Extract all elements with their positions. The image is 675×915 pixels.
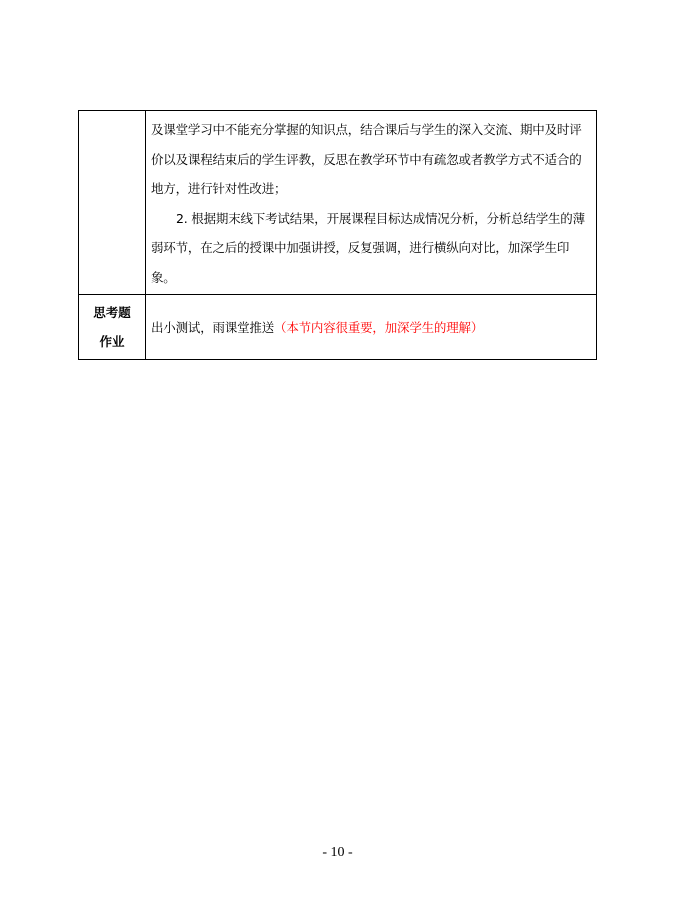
reflection-paragraph: 及课堂学习中不能充分掌握的知识点，结合课后与学生的深入交流、期中及时评价以及课程结束后的学生评教，反思在教学环节中有疏忽或者教学方式不适合的地方，进行针对性改进；	[151, 122, 582, 196]
table-cell-empty-label	[79, 111, 146, 295]
table-row	[79, 111, 597, 295]
reflection-paragraph: 2. 根据期末线下考试结果，开展课程目标达成情况分析，分析总结学生的薄弱环节，在之后的授课中加强讲授，反复强调，进行横纵向对比，加深学生印象。	[151, 210, 585, 285]
reflection-content-cell	[146, 111, 597, 295]
table-row	[79, 295, 597, 360]
lesson-plan-table	[78, 110, 597, 360]
homework-note: （本节内容很重要，加深学生的理解）	[274, 320, 484, 335]
page-number: - 10 -	[322, 845, 353, 860]
homework-label-line: 思考题	[93, 305, 131, 320]
homework-label-line: 作业	[99, 334, 125, 349]
homework-label-cell	[79, 295, 146, 360]
homework-text: 出小测试，雨课堂推送	[151, 320, 275, 335]
homework-content-cell	[146, 295, 597, 360]
